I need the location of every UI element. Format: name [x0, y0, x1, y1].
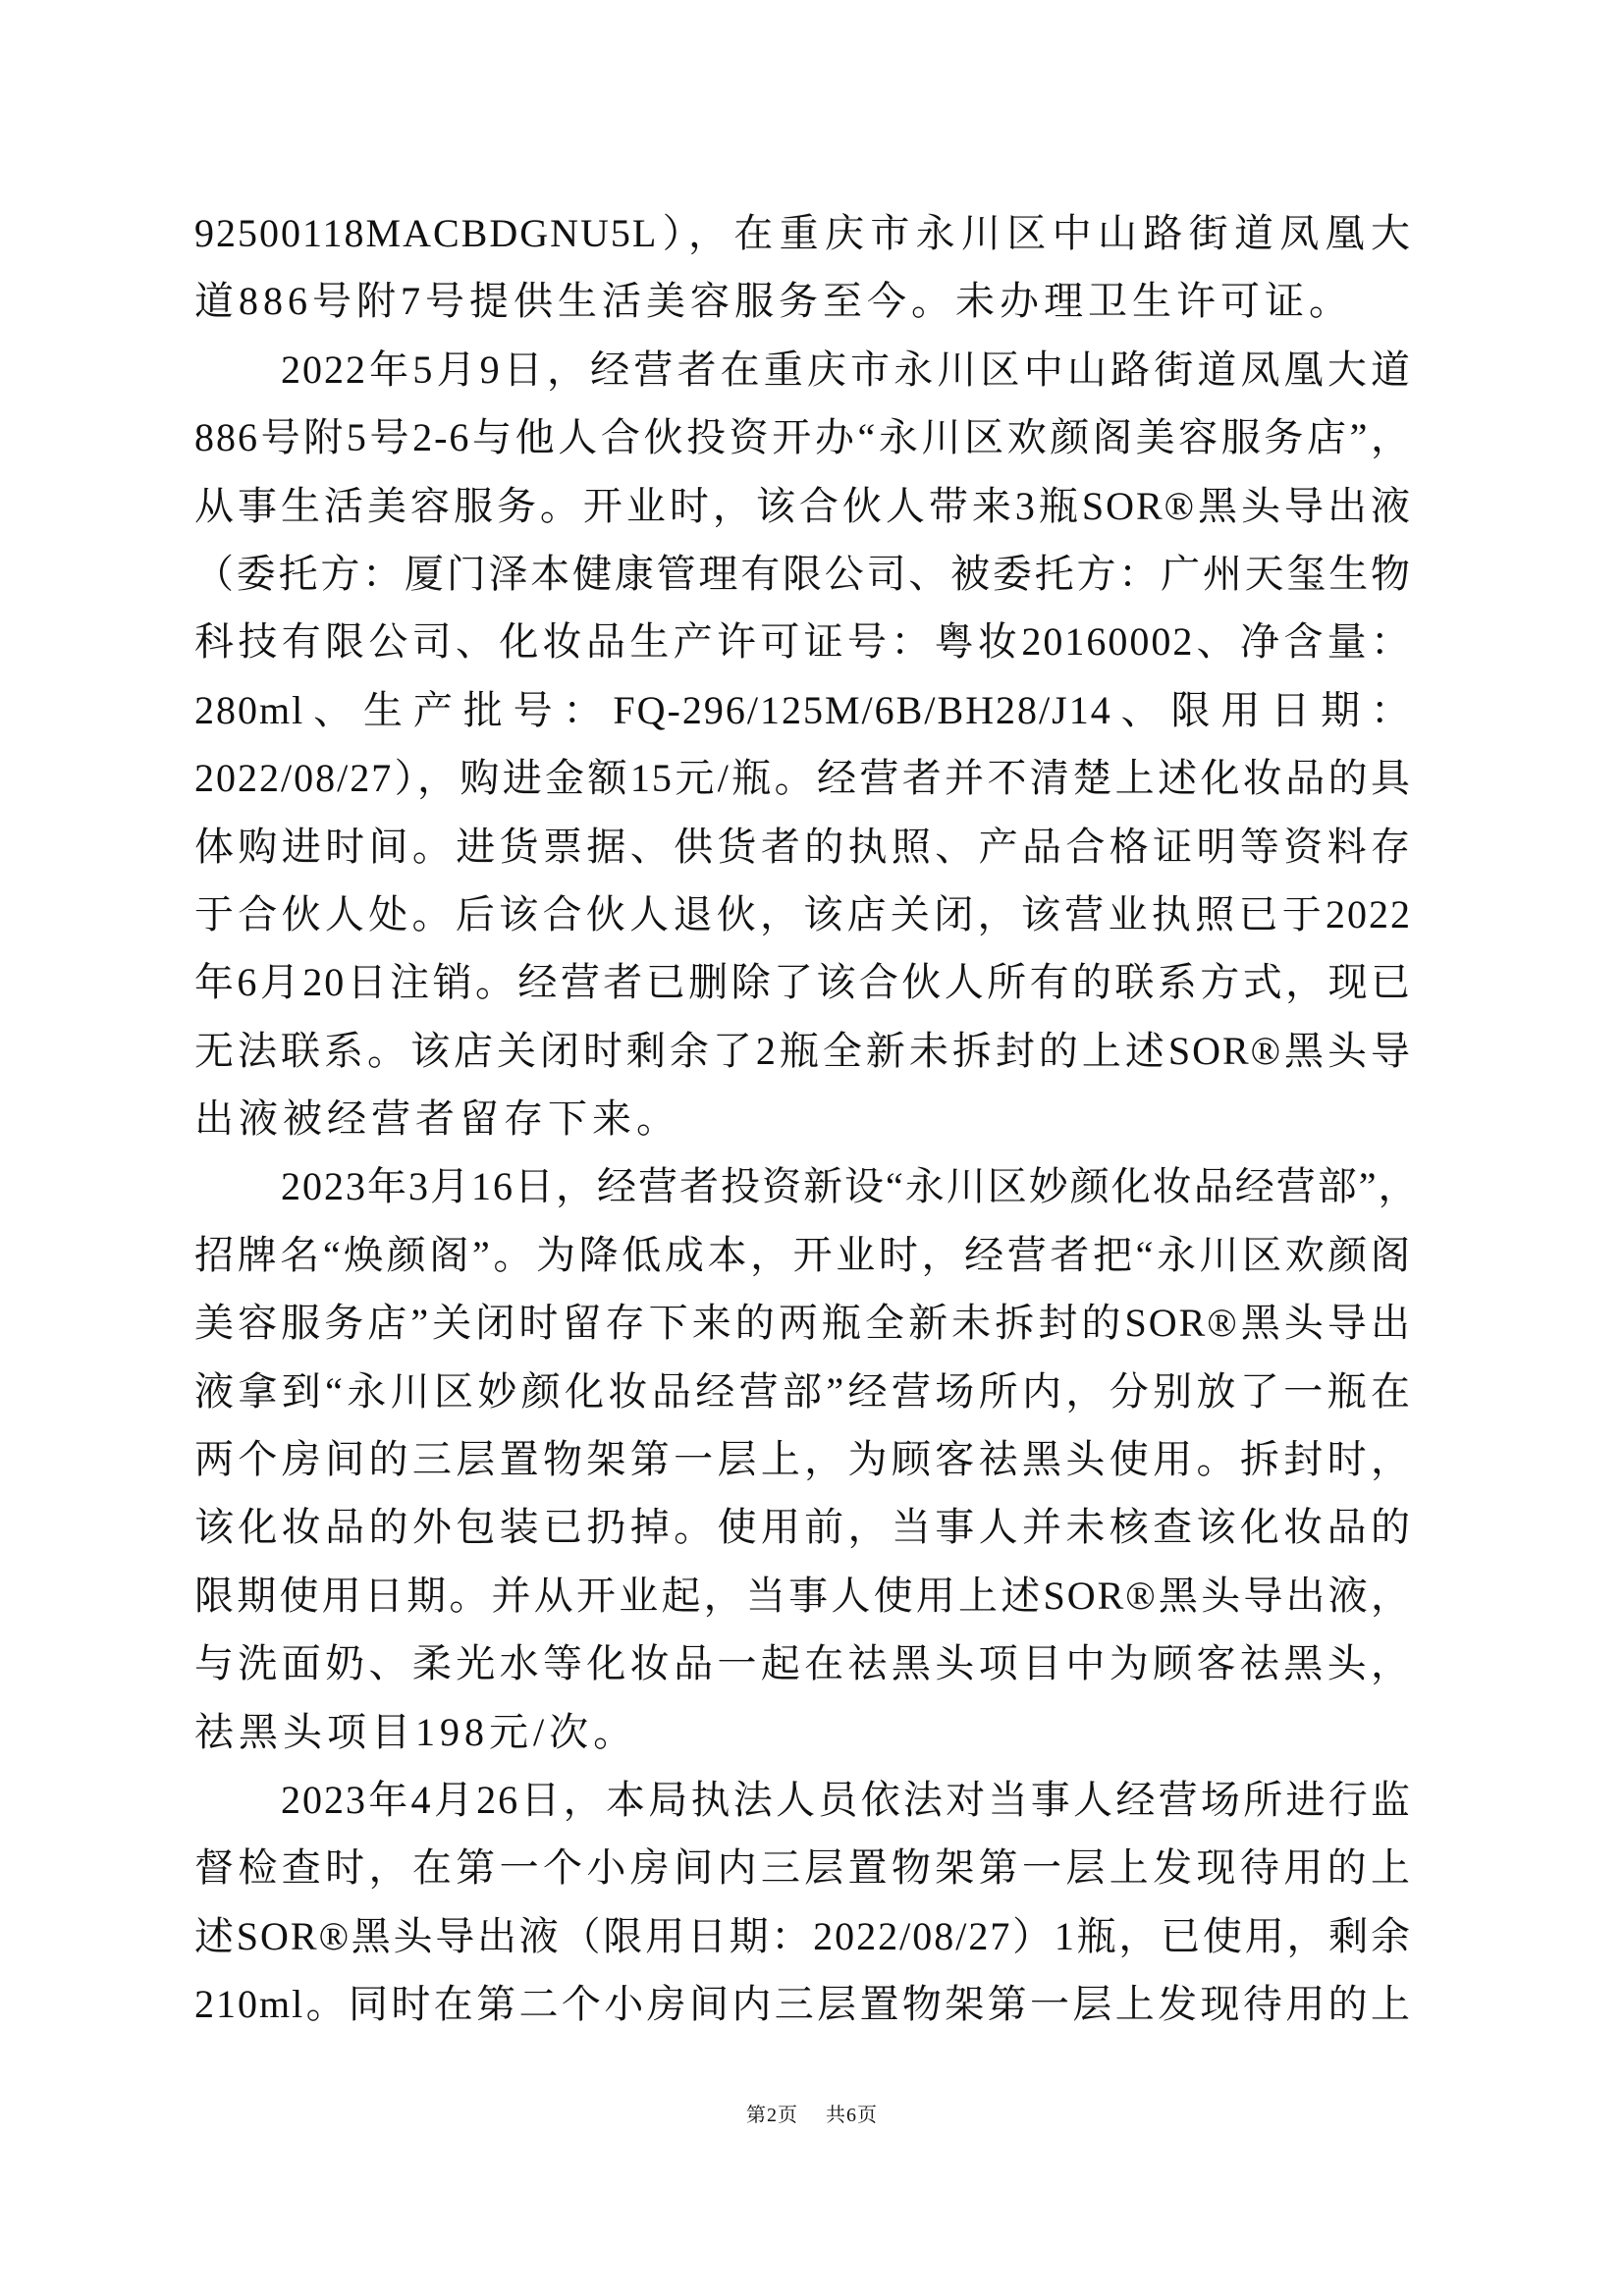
body-line-24: 2023年4月26日，本局执法人员依法对当事人经营场所进行监	[281, 1777, 1412, 1822]
body-line-4: 886号附5号2-6与他人合伙投资开办“永川区欢颜阁美容服务店”，	[194, 415, 1412, 460]
body-line-26: 述SOR®黑头导出液（限用日期：2022/08/27）1瓶，已使用，剩余	[194, 1913, 1412, 1958]
body-line-6: （委托方：厦门泽本健康管理有限公司、被委托方：广州天玺生物	[194, 551, 1412, 596]
body-line-9: 2022/08/27），购进金额15元/瓶。经营者并不清楚上述化妆品的具	[194, 756, 1412, 801]
body-line-25: 督检查时，在第一个小房间内三层置物架第一层上发现待用的上	[194, 1845, 1412, 1891]
body-line-11: 于合伙人处。后该合伙人退伙，该店关闭，该营业执照已于2022	[194, 891, 1412, 936]
body-line-7: 科技有限公司、化妆品生产许可证号：粤妆20160002、净含量：	[194, 619, 1412, 665]
body-line-14: 出液被经营者留存下来。	[194, 1096, 680, 1142]
body-line-3: 2022年5月9日，经营者在重庆市永川区中山路街道凤凰大道	[281, 347, 1412, 392]
document-body	[194, 208, 1420, 2048]
body-line-15: 2023年3月16日，经营者投资新设“永川区妙颜化妆品经营部”，	[281, 1164, 1420, 1209]
body-line-1: 92500118MACBDGNU5L），在重庆市永川区中山路街道凤凰大	[194, 211, 1412, 255]
body-line-8: 280ml、生产批号：FQ-296/125M/6B/BH28/J14、限用日期：	[194, 687, 1412, 732]
current-page-label: 第2页	[746, 2105, 798, 2126]
page-footer	[0, 2101, 1624, 2130]
body-line-5: 从事生活美容服务。开业时，该合伙人带来3瓶SOR®黑头导出液	[194, 483, 1412, 528]
body-line-2: 道886号附7号提供生活美容服务至今。未办理卫生许可证。	[194, 279, 1353, 324]
body-line-23: 祛黑头项目198元/次。	[194, 1709, 638, 1754]
body-line-27: 210ml。同时在第二个小房间内三层置物架第一层上发现待用的上	[194, 1982, 1412, 2027]
body-line-22: 与洗面奶、柔光水等化妆品一起在祛黑头项目中为顾客祛黑头，	[194, 1641, 1412, 1686]
body-line-21: 限期使用日期。并从开业起，当事人使用上述SOR®黑头导出液，	[194, 1573, 1412, 1618]
body-line-18: 液拿到“永川区妙颜化妆品经营部”经营场所内，分别放了一瓶在	[194, 1368, 1412, 1414]
body-line-10: 体购进时间。进货票据、供货者的执照、产品合格证明等资料存	[194, 824, 1412, 869]
total-pages-label: 共6页	[826, 2105, 878, 2126]
body-line-16: 招牌名“焕颜阁”。为降低成本，开业时，经营者把“永川区欢颜阁	[194, 1232, 1412, 1277]
body-line-19: 两个房间的三层置物架第一层上，为顾客祛黑头使用。拆封时，	[194, 1437, 1412, 1482]
body-line-13: 无法联系。该店关闭时剩余了2瓶全新未拆封的上述SOR®黑头导	[194, 1028, 1412, 1073]
body-line-20: 该化妆品的外包装已扔掉。使用前，当事人并未核查该化妆品的	[194, 1505, 1412, 1550]
body-line-17: 美容服务店”关闭时留存下来的两瓶全新未拆封的SOR®黑头导出	[194, 1301, 1412, 1346]
body-line-12: 年6月20日注销。经营者已删除了该合伙人所有的联系方式，现已	[194, 960, 1412, 1005]
